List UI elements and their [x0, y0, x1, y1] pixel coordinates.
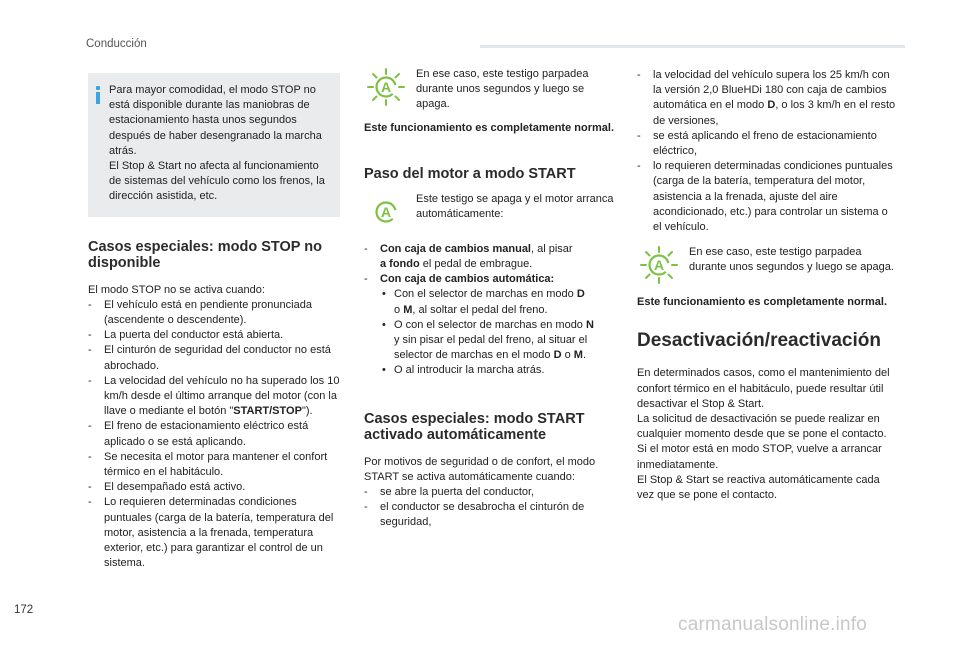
list-item: - Lo requieren determinadas condiciones puntuales (carga de la batería, temperatura del motor, asistencia a la frenada, temperatura exterior, etc.) para garantizar el control de un sistema.	[88, 496, 334, 570]
stop-start-off-icon	[372, 198, 400, 226]
start-conditions-list	[364, 242, 620, 379]
section-heading-start: Paso del motor a modo START	[364, 165, 576, 182]
info-box	[88, 73, 340, 217]
sub-list-item: • Con el selector de marchas en modo D o M, al soltar el pedal del freno.	[382, 288, 585, 316]
column-3	[637, 68, 899, 503]
info-icon	[96, 86, 100, 104]
list-item: - se abre la puerta del conductor,	[364, 486, 535, 499]
watermark: carmanualsonline.info	[678, 614, 868, 635]
stop-start-blinking-icon	[639, 245, 679, 285]
paragraph: En ese caso, este testigo parpadea durante unos segundos y luego se apaga.	[689, 246, 894, 274]
off-indicator-row	[364, 192, 620, 236]
column-2	[364, 67, 620, 531]
section-heading-start-auto: Casos especiales: modo START activado automáticamente	[364, 410, 585, 443]
list-item: - La velocidad del vehículo no ha superado los 10 km/h desde el último arranque del motor (con la llave o mediante el botón "START/STOP").	[88, 374, 340, 418]
info-paragraph: Para mayor comodidad, el modo STOP no está disponible durante las maniobras de estacionamiento hasta unos segundos después de haber desengranado la marcha atrás.	[109, 84, 322, 157]
list-item: - El cinturón de seguridad del conductor no está abrochado.	[88, 344, 331, 372]
list-item: - El vehículo está en pendiente pronunciada (ascendente o descendente).	[88, 298, 312, 327]
list-item: - Se necesita el motor para mantener el confort térmico en el habitáculo.	[88, 450, 328, 479]
stop-start-blinking-icon	[366, 67, 406, 107]
paragraph: Este testigo se apaga y el motor arranca automáticamente:	[416, 192, 614, 221]
svg-text:A: A	[380, 203, 392, 220]
paragraph-bold: Este funcionamiento es completamente normal.	[364, 121, 615, 134]
header-bar	[480, 45, 905, 48]
info-paragraph: El Stop & Start no afecta al funcionamiento de sistemas del vehículo como los frenos, la dirección asistida, etc.	[109, 160, 325, 203]
section-heading-stop: Casos especiales: modo STOP no disponible	[88, 238, 322, 271]
list-item: - lo requieren determinadas condiciones puntuales (carga de la batería, temperatura del motor, asistencia a la frenada, ajuste del aire acondicionado, etc.) para controlar un sistema o el vehículo.	[637, 160, 893, 234]
start-stop-label: START/STOP	[233, 405, 302, 418]
section-heading-deactivation: Desactivación/reactivación	[637, 330, 881, 352]
deactivation-text	[637, 366, 899, 503]
paragraph: El Stop & Start se reactiva automáticamente cada vez que se pone el contacto.	[637, 473, 880, 502]
paragraph-bold: Este funcionamiento es completamente normal.	[637, 296, 888, 309]
stop-conditions-list	[88, 298, 340, 572]
section-title: Conducción	[86, 38, 147, 50]
sub-list-item: • O con el selector de marchas en modo N y sin pisar el pedal del freno, al situar el selector de marchas en el modo D o M.	[382, 318, 594, 362]
paragraph: En ese caso, este testigo parpadea durante unos segundos y luego se apaga.	[416, 68, 589, 111]
list-item: - Con caja de cambios automática:	[364, 273, 555, 286]
svg-text:A: A	[653, 257, 665, 274]
blink-indicator-row	[637, 245, 899, 289]
list-item: - la velocidad del vehículo supera los 25 km/h con la versión 2,0 BlueHDi 180 con caja de cambios automática en el modo D, o los 3 km/h en el resto de versiones,	[637, 69, 896, 127]
svg-text:A: A	[380, 79, 392, 95]
paragraph: La solicitud de desactivación se puede realizar en cualquier momento desde que se pone el contacto.	[637, 413, 887, 441]
list-item: - El desempañado está activo.	[88, 481, 246, 494]
page-number: 172	[14, 604, 34, 616]
list-item: - se está aplicando el freno de estacionamiento eléctrico,	[637, 129, 877, 158]
list-item: - Con caja de cambios manual, al pisar a fondo el pedal de embrague.	[364, 242, 573, 271]
list-item: - La puerta del conductor está abierta.	[88, 329, 284, 342]
paragraph: En determinados casos, como el mantenimiento del confort térmico en el habitáculo, puede resultar útil desactivar el Stop & Start.	[637, 367, 890, 410]
paragraph: El modo STOP no se activa cuando:	[88, 283, 265, 296]
column-1	[88, 73, 340, 571]
list-item: - el conductor se desabrocha el cinturón de seguridad,	[364, 501, 585, 529]
blink-indicator-row	[364, 67, 620, 113]
sub-list-item: • O al introducir la marcha atrás.	[382, 364, 545, 377]
list-item: - El freno de estacionamiento eléctrico está aplicado o se está aplicando.	[88, 420, 309, 448]
paragraph: Si el motor está en modo STOP, vuelve a arrancar inmediatamente.	[637, 443, 882, 471]
paragraph: Por motivos de seguridad o de confort, el modo START se activa automáticamente cuando:	[364, 455, 596, 483]
